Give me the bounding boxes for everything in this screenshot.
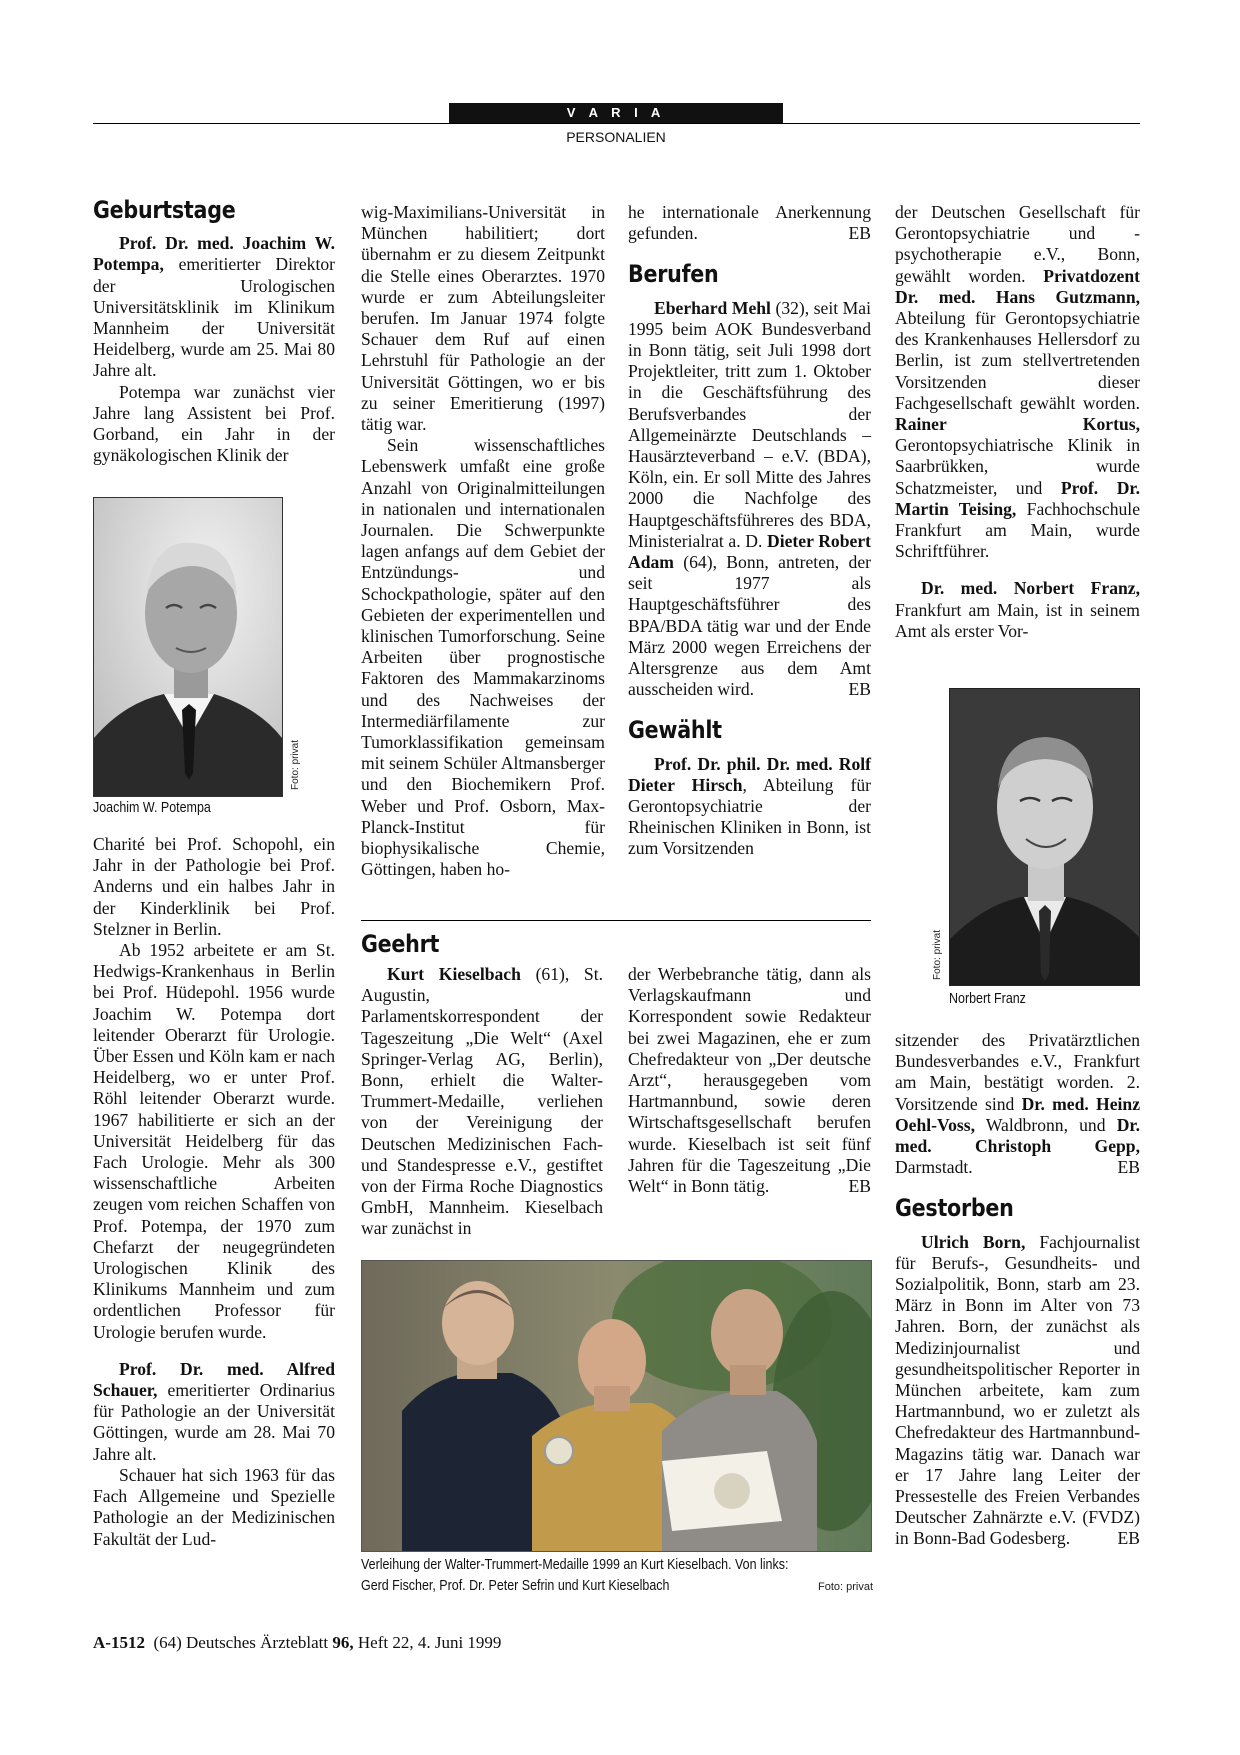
- person-name: Eberhard Mehl: [654, 297, 771, 318]
- column-3: [628, 202, 871, 860]
- geehrt-column-1: [361, 964, 603, 1240]
- person-name: Prof. Dr. Martin Teising,: [895, 477, 1140, 519]
- page-number: A-1512: [93, 1633, 145, 1652]
- section-heading-berufen: Berufen: [628, 260, 719, 289]
- person-name: Dr. med. Norbert Franz,: [921, 578, 1140, 599]
- text: der Werbebranche tätig, dann als Verlagskaufmann und Korrespondent sowie Redakteur bei zwei Magazinen, ehe er zum Chefredakteur von „Der deutsche Arzt“, herausgegeben vom Hartmannbund, sowie deren Wirtschaftsgesellschaft berufen wurde. Kieselbach ist seit fünf Jahren für die Tageszeitung „Die Welt“ in Bonn tätig.: [628, 964, 871, 1197]
- column-1-top: [93, 196, 335, 466]
- person-name: Ulrich Born,: [921, 1231, 1026, 1252]
- portrait-photo-potempa: [93, 497, 283, 797]
- paragraph: Sein wissenschaftliches Lebenswerk umfaßt eine große Anzahl von Originalmitteilungen in nationalen und internationalen Journalen. Die Schwerpunkte lagen anfangs auf dem Gebiet der Entzündungs- und Schockpathologie, später auf den Gebieten der experimentellen und klinischen Tumorforschung. Seine Arbeiten über prognostische Faktoren des Mammakarzinoms und des Nachweises der Intermediärfilamente zur Tumorklassifikation gemeinsam mit seinem Schüler Altmansberger und den Biochemikern Prof. Weber und Prof. Osborn, Max-Planck-Institut für biophysikalische Chemie, Göttingen, haben ho-: [361, 435, 605, 880]
- text: Fachhochschule Frankfurt am Main, wurde Schriftführer.: [895, 498, 1141, 562]
- portrait-photo-franz: [949, 688, 1140, 986]
- column-1-bottom: [93, 834, 335, 1550]
- subsection-label: PERSONALIEN: [566, 129, 666, 145]
- section-heading-geburtstage: Geburtstage: [93, 196, 236, 224]
- paragraph: [628, 964, 871, 1197]
- header-rule: [93, 123, 1140, 124]
- paragraph: [361, 964, 603, 1240]
- paragraph: Potempa war zunächst vier Jahre lang Assistent bei Prof. Gorband, ein Jahr in der gynäkologischen Klinik der: [93, 381, 335, 466]
- person-name: Prof. Dr. phil. Dr. med. Rolf Dieter Hirsch: [628, 753, 871, 795]
- paragraph: wig-Maximilians-Universität in München habilitiert; dort übernahm er zu diesem Zeitpunkt die Stelle eines Oberarztes. 1970 wurde er zum Abteilungsleiter berufen. Im Januar 1974 folgte Schauer dem Ruf auf einen Lehrstuhl für Pathologie an der Universität Göttingen, wo er bis zu seiner Emeritierung (1997) tätig war.: [361, 202, 605, 435]
- geehrt-column-2: [628, 964, 871, 1197]
- paragraph: Schauer hat sich 1963 für das Fach Allgemeine und Spezielle Pathologie an der Medizinischen Fakultät der Lud-: [93, 1464, 335, 1549]
- paragraph: [895, 202, 1140, 562]
- text: (32), seit Mai 1995 beim AOK Bundesverband in Bonn tätig, seit Juli 1998 dort Projektleiter, tritt zum 1. Oktober in die Geschäftsführung des Berufsverbandes der Allgemeinärzte Deutschlands – Hausärzteverband – e.V. (BDA), Köln, ein. Er soll Mitte des Jahres 2000 die Nachfolge des Hauptgeschäftsführeres des BDA, Ministerialrat a. D.: [628, 297, 871, 551]
- award-photo-caption-line-1: Verleihung der Walter-Trummert-Medaille 1999 an Kurt Kieselbach. Von links:: [361, 1557, 789, 1573]
- text: der Deutschen Gesellschaft für Gerontopsychiatrie und -psychotherapie e.V., Bonn, gewählt worden.: [895, 202, 1140, 286]
- person-name: Prof. Dr. med. Alfred Schauer,: [93, 1358, 335, 1401]
- paragraph: [93, 1359, 335, 1465]
- text: , Abteilung für Gerontopsychiatrie der Rheinischen Kliniken in Bonn, ist zum Vorsitzenden: [628, 774, 871, 859]
- text: Frankfurt am Main, ist in seinem Amt als erster Vor-: [895, 599, 1140, 641]
- text: Gerontopsychiatrische Klinik in Saarbrükken, wurde Schatzmeister, und: [895, 435, 1140, 498]
- geehrt-rule: [361, 920, 871, 921]
- paragraph: Ab 1952 arbeitete er am St. Hedwigs-Krankenhaus in Berlin bei Prof. Hüdepohl. 1956 wurde Joachim W. Potempa dort leitender Oberarzt für Urologie. Über Essen und Köln kam er nach Heidelberg, wo er unter Prof. Röhl leitender Oberarzt wurde. 1967 habilitierte er sich an der Universität Heidelberg für das Fach Urologie. Mehr als 300 wissenschaftliche Arbeiten zeugen vom reichen Schaffen von Prof. Potempa, der 1970 zum Chefarzt der neugegründeten Urologischen Klinik des Klinikums Mannheim und zum ordentlichen Professor für Urologie berufen wurde.: [93, 940, 335, 1342]
- text: Abteilung für Gerontopsychiatrie des Krankenhauses Hellersdorf zu Berlin, ist zum stellvertretenden Vorsitzenden dieser Fachgesellschaft gewählt worden.: [895, 308, 1140, 413]
- award-photo-credit: Foto: privat: [818, 1581, 874, 1593]
- section-heading-gewaehlt: Gewählt: [628, 716, 722, 745]
- text: sitzender des Privatärztlichen Bundesverbandes e.V., Frankfurt am Main, bestätigt worden. 2. Vorsitzende sind: [895, 1030, 1140, 1114]
- text: (61), St. Augustin, Parlamentskorrespondent der Tageszeitung „Die Welt“ (Axel Springer-Verlag AG, Berlin), Bonn, erhielt die Walter-Trummert-Medaille, verliehen von der Vereinigung der Deutschen Medizinischen Fach- und Standespresse e.V., gestiftet von der Firma Roche Diagnostics GmbH, Mannheim. Kieselbach war zunächst in: [361, 964, 604, 1239]
- paragraph: [895, 1232, 1140, 1550]
- text: emeritierter Ordinarius für Pathologie an der Universität Göttingen, wurde am 28. Mai 70 Jahre alt.: [93, 1380, 335, 1464]
- person-name: Dieter Robert Adam: [628, 530, 871, 573]
- photo-credit-potempa: Foto: privat: [290, 739, 301, 790]
- photo-caption-potempa: Joachim W. Potempa: [93, 800, 211, 816]
- paragraph: [628, 298, 871, 701]
- author-initials: EB: [848, 679, 871, 700]
- person-name: Dr. med. Christoph Gepp,: [895, 1114, 1140, 1157]
- text: Fachjournalist für Berufs-, Gesundheits- und Sozialpolitik, Bonn, starb am 23. März in Bonn im Alter von 73 Jahren. Born, der zunächst als Medizinjournalist und gesundheitspolitischer Reporter in München arbeitete, kam zum Hartmannbund, wo er zuletzt als Chefredakteur des Hartmannbund-Magazins tätig war. Danach war er 17 Jahre lang Leiter der Pressestelle des Freien Verbandes Deutscher Zahnärzte e.V. (FVDZ) in Bonn-Bad Godesberg.: [895, 1231, 1140, 1549]
- column-4-bottom: [895, 1030, 1140, 1550]
- person-name: Dr. med. Heinz Oehl-Voss,: [895, 1093, 1140, 1135]
- column-4-top: [895, 202, 1140, 642]
- journal-volume: 96,: [332, 1633, 354, 1652]
- column-2: [361, 202, 605, 881]
- award-image: [362, 1261, 871, 1551]
- portrait-image: [94, 498, 282, 796]
- text: emeritierter Direktor der Urologischen Universitätsklinik im Klinikum Mannheim der Universität Heidelberg, wurde am 25. Mai 80 Jahre alt.: [93, 254, 335, 381]
- award-photo-caption-line-2: Gerd Fischer, Prof. Dr. Peter Sefrin und Kurt Kieselbach: [361, 1578, 670, 1594]
- section-heading-gestorben: Gestorben: [895, 1194, 1014, 1223]
- text: (64), Bonn, antreten, der seit 1977 als Hauptgeschäftsführer des BPA/BDA tätig war und der Ende März 2000 wegen Erreichens der Altersgrenze aus dem Amt ausscheiden wird.: [628, 552, 871, 700]
- portrait-image: [950, 689, 1139, 985]
- text: Darmstadt.: [895, 1157, 973, 1178]
- journal-citation: (64) Deutsches Ärzteblatt: [153, 1633, 333, 1652]
- page-footer: [93, 1633, 501, 1653]
- text: he internationale Anerkennung gefunden.: [628, 202, 871, 244]
- author-initials: EB: [848, 1176, 871, 1197]
- paragraph: [895, 578, 1140, 642]
- award-ceremony-photo: [361, 1260, 872, 1552]
- person-name: Rainer Kortus,: [895, 414, 1140, 435]
- photo-credit-franz: Foto: privat: [932, 929, 943, 980]
- author-initials: EB: [1117, 1157, 1140, 1178]
- paragraph: [628, 754, 871, 860]
- author-initials: EB: [1117, 1528, 1140, 1549]
- journal-issue: Heft 22, 4. Juni 1999: [353, 1633, 502, 1652]
- person-name: Kurt Kieselbach: [387, 964, 521, 984]
- person-name: Prof. Dr. med. Joachim W. Potempa,: [93, 233, 335, 275]
- person-name: Privatdozent Dr. med. Hans Gutzmann,: [895, 265, 1140, 307]
- paragraph: [628, 202, 871, 244]
- photo-caption-franz: Norbert Franz: [949, 991, 1026, 1007]
- text: Waldbronn, und: [975, 1114, 1117, 1135]
- paragraph: [93, 233, 335, 381]
- section-heading-geehrt: Geehrt: [361, 930, 440, 958]
- paragraph: [895, 1030, 1140, 1178]
- author-initials: EB: [848, 223, 871, 244]
- paragraph: Charité bei Prof. Schopohl, ein Jahr in der Pathologie bei Prof. Anderns und ein halbes Jahr in der Kinderklinik bei Prof. Stelzner in Berlin.: [93, 834, 335, 939]
- section-banner: V A R I A: [449, 103, 783, 123]
